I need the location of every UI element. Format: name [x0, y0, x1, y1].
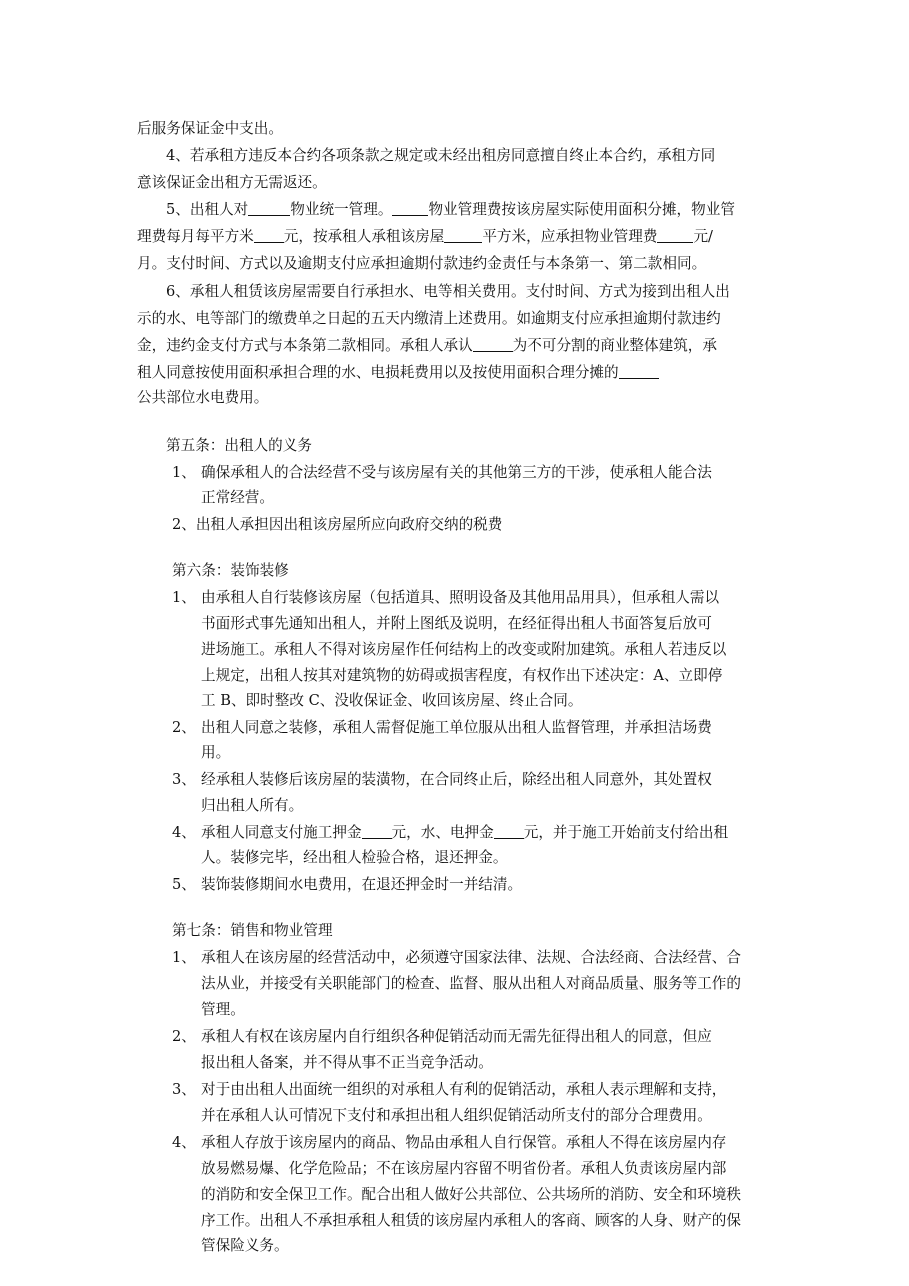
blank-field: [248, 201, 290, 216]
blank-field: [473, 337, 513, 352]
text-segment: 物业统一管理。: [290, 201, 393, 218]
list-item-text: 进场施工。承租人不得对该房屋作任何结构上的改变或附加建筑。承租人若违反以: [201, 641, 727, 658]
article-7-title: 第七条：销售和物业管理: [172, 922, 333, 939]
list-item-number: 2、: [172, 719, 196, 736]
list-item-number: 1、: [172, 464, 196, 481]
text-segment: 元，水、电押金: [391, 824, 494, 841]
list-item-text: 上规定，出租人按其对建筑物的妨碍或损害程度，有权作出下述决定：A、立即停: [201, 667, 723, 684]
list-item-text: 人。装修完毕，经出租人检验合格，退还押金。: [201, 849, 508, 866]
list-item-text: 承租人存放于该房屋内的商品、物品由承租人自行保管。承租人不得在该房屋内存: [201, 1134, 727, 1151]
clause-5-line-2: [137, 227, 713, 247]
text-segment: 元/: [693, 228, 713, 245]
list-item-text: 2、出租人承担因出租该房屋所应向政府交纳的税费: [172, 516, 503, 533]
list-item-text: 工 B、即时整改 C、没收保证金、收回该房屋、终止合同。: [201, 692, 583, 709]
clause-6-line-4: [137, 363, 659, 383]
list-item-number: 4、: [172, 824, 196, 841]
clause-4-line-2: 意该保证金出租方无需返还。: [137, 174, 327, 191]
blank-field: [657, 228, 693, 243]
blank-field: [619, 364, 659, 379]
list-item-text: 正常经营。: [201, 489, 274, 506]
list-item-text: 出租人同意之装修，承租人需督促施工单位服从出租人监督管理，并承担洁场费: [201, 719, 712, 736]
list-item-text: 经承租人装修后该房屋的装潢物，在合同终止后，除经出租人同意外，其处置权: [201, 771, 712, 788]
blank-field: [444, 228, 482, 243]
list-item-text: 放易燃易爆、化学危险品；不在该房屋内容留不明省份者。承租人负责该房屋内部: [201, 1160, 727, 1177]
list-item-text: 报出租人备案，并不得从事不正当竞争活动。: [201, 1054, 493, 1071]
list-item-text: 由承租人自行装修该房屋（包括道具、照明设备及其他用品用具），但承租人需以: [201, 589, 720, 606]
list-item-text: 的消防和安全保卫工作。配合出租人做好公共部位、公共场所的消防、安全和环境秩: [201, 1186, 741, 1203]
list-item-text: 承租人在该房屋的经营活动中，必须遵守国家法律、法规、合法经商、合法经营、合: [201, 949, 741, 966]
blank-field: [362, 824, 392, 839]
list-item-text: [201, 823, 728, 843]
clause-6-line-5: 公共部位水电费用。: [137, 389, 269, 406]
paragraph-line: 后服务保证金中支出。: [137, 120, 283, 137]
list-item-number: 5、: [172, 876, 196, 893]
blank-field: [254, 228, 284, 243]
clause-6-line-2: 示的水、电等部门的缴费单之日起的五天内缴清上述费用。如逾期支付应承担逾期付款违约: [137, 310, 721, 327]
blank-field: [392, 201, 428, 216]
text-segment: 金，违约金支付方式与本条第二款相同。承租人承认: [137, 337, 473, 354]
list-item-text: 管保险义务。: [201, 1237, 289, 1254]
clause-5-line-3: 月。支付时间、方式以及逾期支付应承担逾期付款违约金责任与本条第一、第二款相同。: [137, 255, 707, 272]
list-item-number: 1、: [172, 589, 196, 606]
list-item-number: 3、: [172, 771, 196, 788]
blank-field: [494, 824, 524, 839]
text-segment: 平方米，应承担物业管理费: [482, 228, 658, 245]
list-item-text: 装饰装修期间水电费用，在退还押金时一并结清。: [201, 876, 523, 893]
text-segment: 承租人同意支付施工押金: [201, 824, 362, 841]
text-segment: 元，并于施工开始前支付给出租: [523, 824, 729, 841]
clause-6-line-3: [137, 336, 717, 356]
clause-6-line-1: 6、承租人租赁该房屋需要自行承担水、电等相关费用。支付时间、方式为接到出租人出: [166, 283, 730, 300]
article-5-title: 第五条：出租人的义务: [166, 437, 312, 454]
list-item-text: 法从业，并接受有关职能部门的检查、监督、服从出租人对商品质量、服务等工作的: [201, 975, 741, 992]
text-segment: 理费每月每平方米: [137, 228, 254, 245]
list-item-text: 序工作。出租人不承担承租人租赁的该房屋内承租人的客商、顾客的人身、财产的保: [201, 1212, 741, 1229]
list-item-text: 确保承租人的合法经营不受与该房屋有关的其他第三方的干涉，使承租人能合法: [201, 464, 712, 481]
list-item-number: 2、: [172, 1028, 196, 1045]
clause-4-line-1: 4、若承租方违反本合约各项条款之规定或未经出租房同意擅自终止本合约，承租方同: [166, 147, 716, 164]
text-segment: 物业管理费按该房屋实际使用面积分摊，物业管: [428, 201, 735, 218]
list-item-number: 4、: [172, 1134, 196, 1151]
list-item-text: 书面形式事先通知出租人，并附上图纸及说明，在经征得出租人书面答复后放可: [201, 615, 712, 632]
list-item-number: 3、: [172, 1081, 196, 1098]
list-item-text: 归出租人所有。: [201, 797, 304, 814]
text-segment: 5、出租人对: [166, 201, 249, 218]
list-item-text: 并在承租人认可情况下支付和承担出租人组织促销活动所支付的部分合理费用。: [201, 1107, 712, 1124]
text-segment: 租人同意按使用面积承担合理的水、电损耗费用以及按使用面积合理分摊的: [137, 364, 619, 381]
list-item-text: 对于由出租人出面统一组织的对承租人有利的促销活动，承租人表示理解和支持，: [201, 1081, 727, 1098]
list-item-text: 承租人有权在该房屋内自行组织各种促销活动而无需先征得出租人的同意，但应: [201, 1028, 712, 1045]
clause-5-line-1: [166, 200, 735, 220]
list-item-number: 1、: [172, 949, 196, 966]
article-6-title: 第六条：装饰装修: [172, 562, 289, 579]
list-item-text: 管理。: [201, 1001, 245, 1018]
text-segment: 为不可分割的商业整体建筑，承: [512, 337, 717, 354]
text-segment: 元，按承租人承租该房屋: [283, 228, 445, 245]
list-item-text: 用。: [201, 744, 231, 761]
